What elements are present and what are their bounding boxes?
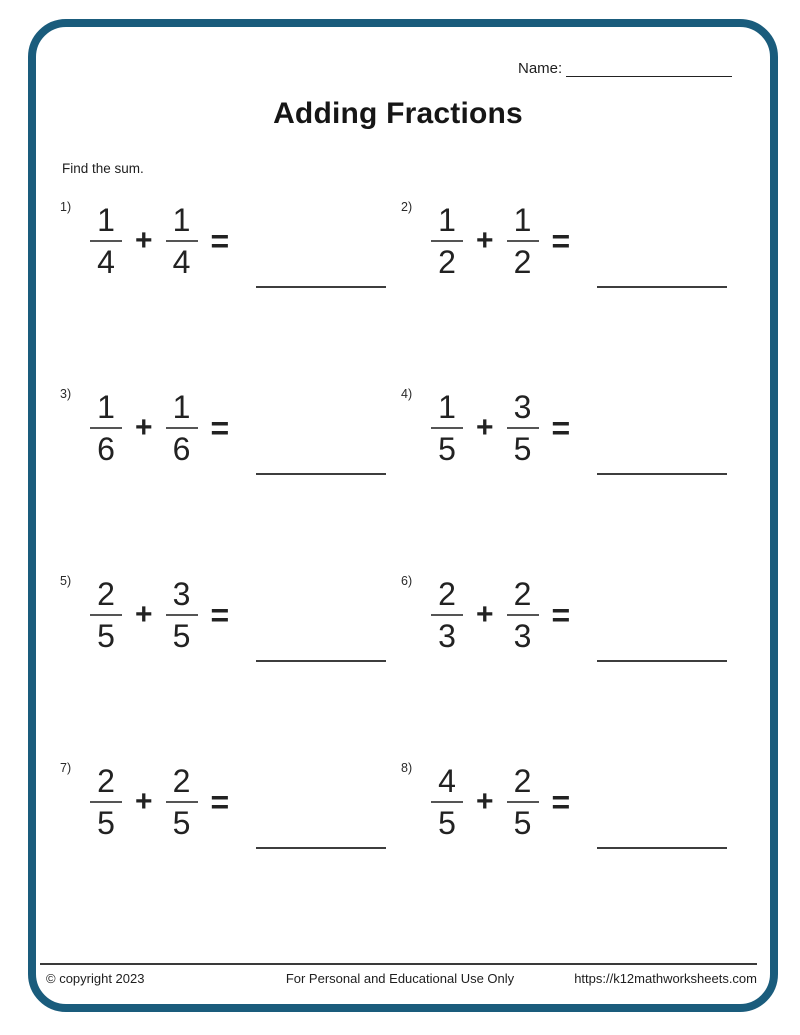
fraction-second (164, 575, 200, 654)
denominator: 5 (172, 618, 191, 654)
fraction-bar (166, 614, 198, 616)
denominator: 5 (97, 805, 115, 841)
fraction-bar (166, 427, 198, 429)
problem-number: 5) (60, 574, 72, 588)
numerator: 2 (97, 762, 115, 799)
answer-blank[interactable] (597, 473, 727, 475)
answer-blank[interactable] (597, 660, 727, 662)
problem-2 (401, 200, 727, 280)
denominator: 5 (172, 805, 191, 841)
plus-sign: + (476, 224, 494, 257)
numerator: 1 (97, 201, 115, 238)
fraction-bar (90, 427, 122, 429)
problem-number: 1) (60, 200, 72, 214)
problem-5 (60, 574, 386, 654)
denominator: 5 (513, 805, 532, 841)
problem-expression (88, 575, 386, 654)
equals-sign: = (210, 223, 230, 259)
problem-6 (401, 574, 727, 654)
fraction-first (88, 388, 124, 467)
problem-number: 3) (60, 387, 72, 401)
problem-expression (88, 201, 386, 280)
denominator: 5 (513, 431, 532, 467)
fraction-bar (90, 240, 122, 242)
fraction-bar (507, 614, 539, 616)
problem-expression (88, 388, 386, 467)
fraction-first (429, 575, 465, 654)
problem-3 (60, 387, 386, 467)
problem-1 (60, 200, 386, 280)
fraction-first (429, 388, 465, 467)
answer-blank[interactable] (256, 286, 386, 288)
numerator: 2 (172, 762, 191, 799)
answer-blank[interactable] (256, 847, 386, 849)
problem-number: 7) (60, 761, 72, 775)
fraction-bar (90, 801, 122, 803)
problem-number: 4) (401, 387, 413, 401)
denominator: 2 (513, 244, 532, 280)
plus-sign: + (135, 224, 153, 257)
plus-sign: + (476, 411, 494, 444)
equals-sign: = (210, 784, 230, 820)
fraction-second (505, 388, 541, 467)
denominator: 5 (438, 805, 456, 841)
denominator: 2 (438, 244, 456, 280)
fraction-bar (507, 240, 539, 242)
fraction-bar (166, 240, 198, 242)
name-label: Name: (518, 60, 563, 77)
fraction-bar (431, 614, 463, 616)
fraction-bar (507, 427, 539, 429)
problem-expression (429, 762, 727, 841)
fraction-second (505, 575, 541, 654)
page-title: Adding Fractions (273, 97, 523, 130)
fraction-bar (431, 801, 463, 803)
fraction-second (164, 388, 200, 467)
fraction-second (505, 201, 541, 280)
problem-expression (429, 388, 727, 467)
numerator: 1 (97, 388, 115, 425)
numerator: 1 (513, 201, 532, 238)
footer-usage-note: For Personal and Educational Use Only (285, 971, 515, 986)
numerator: 2 (97, 575, 115, 612)
denominator: 3 (513, 618, 532, 654)
problem-expression (429, 575, 727, 654)
fraction-bar (166, 801, 198, 803)
fraction-bar (431, 240, 463, 242)
equals-sign: = (551, 223, 571, 259)
problem-expression (88, 762, 386, 841)
fraction-bar (507, 801, 539, 803)
equals-sign: = (551, 410, 571, 446)
numerator: 4 (438, 762, 456, 799)
equals-sign: = (551, 784, 571, 820)
numerator: 2 (513, 762, 532, 799)
footer-copyright: © copyright 2023 (46, 971, 145, 986)
numerator: 3 (172, 575, 191, 612)
plus-sign: + (476, 785, 494, 818)
plus-sign: + (135, 598, 153, 631)
fraction-first (429, 762, 465, 841)
numerator: 1 (438, 388, 456, 425)
fraction-second (164, 762, 200, 841)
plus-sign: + (135, 411, 153, 444)
numerator: 1 (438, 201, 456, 238)
numerator: 1 (172, 388, 191, 425)
numerator: 1 (172, 201, 191, 238)
answer-blank[interactable] (597, 847, 727, 849)
fraction-bar (431, 427, 463, 429)
equals-sign: = (210, 410, 230, 446)
problem-number: 2) (401, 200, 413, 214)
fraction-first (88, 575, 124, 654)
footer-url: https://k12mathworksheets.com (574, 971, 757, 986)
denominator: 4 (97, 244, 115, 280)
fraction-first (88, 201, 124, 280)
problem-expression (429, 201, 727, 280)
numerator: 2 (513, 575, 532, 612)
answer-blank[interactable] (597, 286, 727, 288)
instruction-text: Find the sum. (62, 161, 144, 176)
equals-sign: = (210, 597, 230, 633)
denominator: 6 (172, 431, 191, 467)
answer-blank[interactable] (256, 660, 386, 662)
denominator: 3 (438, 618, 456, 654)
footer-divider (40, 963, 757, 965)
name-row (518, 60, 732, 77)
problem-7 (60, 761, 386, 841)
name-blank[interactable] (566, 60, 732, 77)
equals-sign: = (551, 597, 571, 633)
problem-4 (401, 387, 727, 467)
problem-8 (401, 761, 727, 841)
numerator: 2 (438, 575, 456, 612)
numerator: 3 (513, 388, 532, 425)
fraction-first (88, 762, 124, 841)
denominator: 4 (172, 244, 191, 280)
problem-number: 8) (401, 761, 413, 775)
fraction-second (505, 762, 541, 841)
answer-blank[interactable] (256, 473, 386, 475)
denominator: 5 (97, 618, 115, 654)
plus-sign: + (135, 785, 153, 818)
problem-number: 6) (401, 574, 413, 588)
fraction-bar (90, 614, 122, 616)
fraction-first (429, 201, 465, 280)
fraction-second (164, 201, 200, 280)
denominator: 5 (438, 431, 456, 467)
plus-sign: + (476, 598, 494, 631)
denominator: 6 (97, 431, 115, 467)
